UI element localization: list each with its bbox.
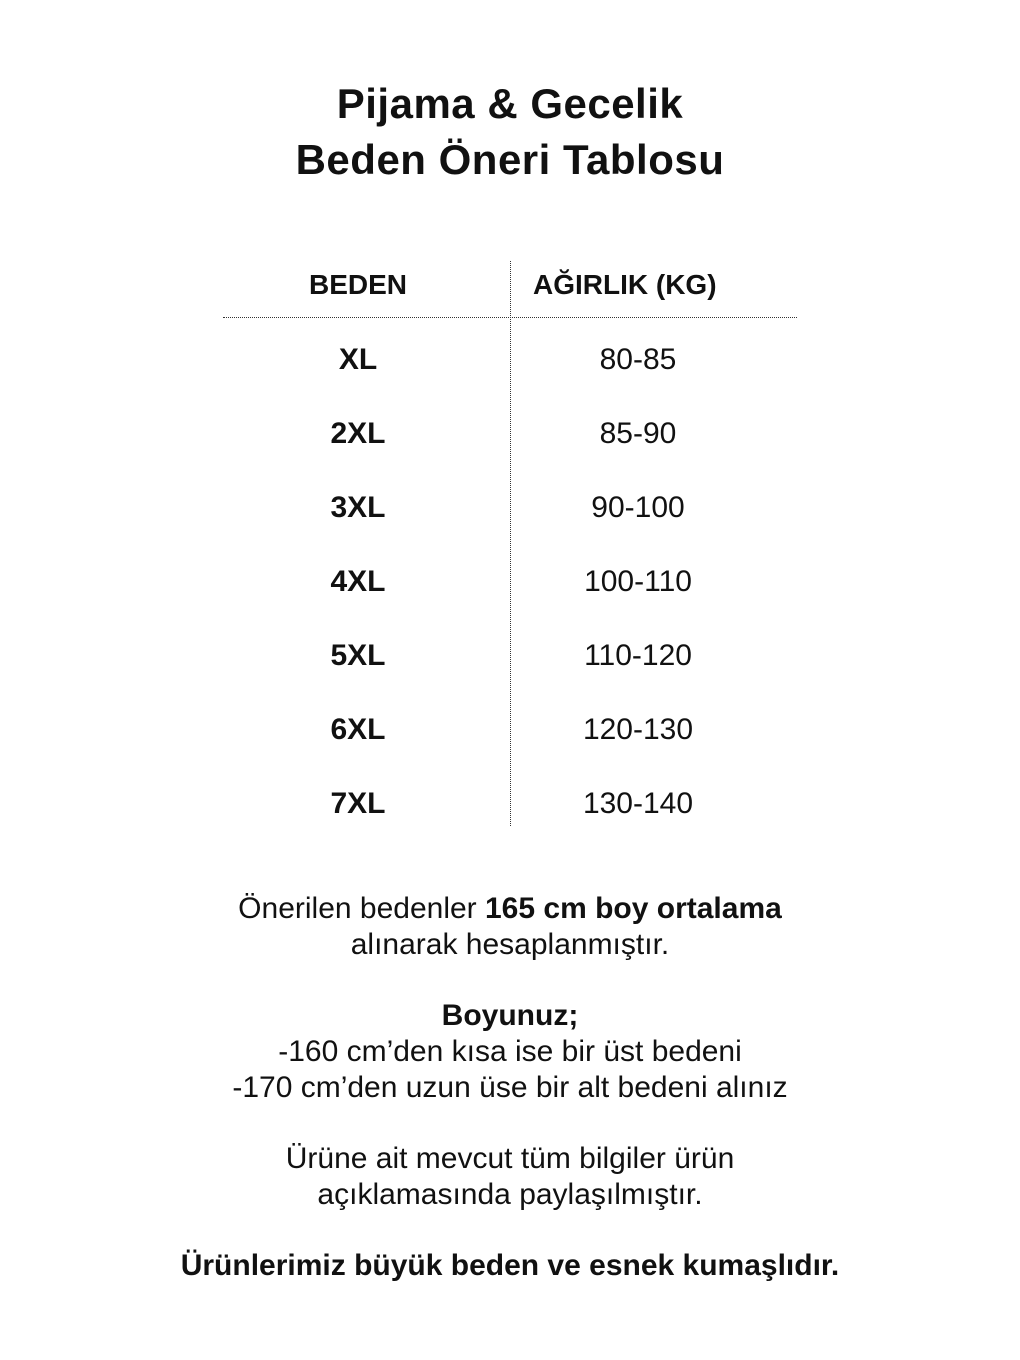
table-row [223,560,797,604]
size-table [223,255,797,827]
table-row [223,782,797,826]
size-cell: 7XL [330,787,386,820]
header-divider [223,317,797,318]
recommendation-prefix: Önerilen bedenler [238,892,485,925]
info-line-2: açıklamasında paylaşılmıştır. [317,1178,703,1211]
height-rule-taller: -170 cm’den uzun üse bir alt bedeni alınız [232,1071,788,1104]
size-cell: 4XL [330,565,386,598]
table-row [223,634,797,678]
size-cell: XL [338,343,378,376]
size-cell: 6XL [330,713,386,746]
info-line-1: Ürüne ait mevcut tüm bilgiler ürün [285,1142,735,1175]
weight-cell: 85-90 [599,417,677,450]
height-heading: Boyunuz; [441,999,579,1032]
table-row [223,708,797,752]
weight-cell: 90-100 [591,491,685,524]
size-cell: 5XL [330,639,386,672]
weight-cell: 80-85 [599,343,677,376]
height-rule-shorter: -160 cm’den kısa ise bir üst bedeni [278,1035,742,1068]
header-size: BEDEN [308,269,407,300]
weight-cell: 120-130 [582,713,694,746]
table-row [223,338,797,382]
recommendation-note-line-2: alınarak hesaplanmıştır. [350,928,670,961]
size-cell: 2XL [330,417,386,450]
weight-cell: 100-110 [584,565,692,598]
page-title-line-2: Beden Öneri Tablosu [295,136,725,183]
table-row [223,412,797,456]
page-title-line-1: Pijama & Gecelik [336,80,684,127]
size-cell: 3XL [330,491,386,524]
recommendation-height: 165 cm boy ortalama [485,892,782,925]
weight-cell: 110-120 [584,639,692,672]
table-row [223,486,797,530]
weight-cell: 130-140 [582,787,694,820]
recommendation-note [0,891,1020,927]
footer-note: Ürünlerimiz büyük beden ve esnek kumaşlıdır. [180,1249,840,1282]
header-weight: AĞIRLIK (KG) [533,269,717,300]
